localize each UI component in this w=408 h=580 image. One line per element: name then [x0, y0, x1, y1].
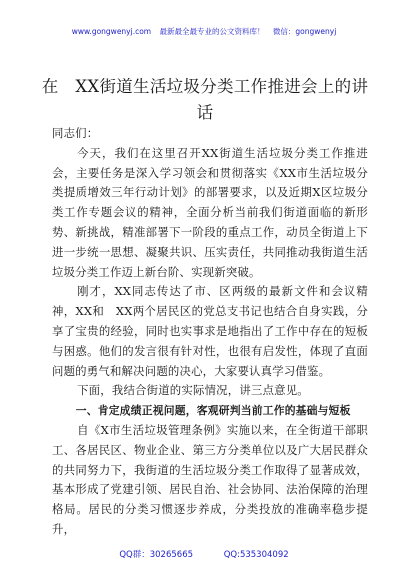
paragraph-2: 刚才，XX同志传达了市、区两级的最新文件和会议精神，XX和 XX两个居民区的党总支书记也结合自身实践，分享了宝贵的经验，同时也实事求是地指出了工作中存在的短板与困惑。他们的发言很有针对性，也很有启发性，体现了直面问题的勇气和解决问题的决心，大家要认真学习借鉴。 [52, 284, 368, 378]
section-paragraph: 自《X市生活垃圾管理条例》实施以来，在全街道干部职工、各居民区、物业企业、第三方分类单位以及广大居民群众的共同努力下，我街道的生活垃圾分类工作取得了显著成效，基本形成了党建引领、居民自治、社会协同、法治保障的治理格局。居民的分类习惯逐步养成，分类投放的准确率稳步提升， [52, 422, 368, 536]
site-url[interactable]: www.gongwenyj.com [71, 27, 152, 36]
section-heading: 一、肯定成绩正视问题，客观研判当前工作的基础与短板 [75, 404, 351, 418]
footer-qq-group: QQ群：30265665 [119, 550, 194, 560]
salutation: 同志们： [52, 126, 99, 140]
header-slogan: 最新最全最专业的公文资料库！ [159, 27, 265, 36]
page-footer [0, 548, 408, 560]
page-header [0, 26, 408, 37]
footer-qq: QQ:535304092 [223, 550, 289, 560]
document-title: 在 XX街道生活垃圾分类工作推进会上的讲话 [41, 77, 369, 122]
paragraph-1: 今天，我们在这里召开XX街道生活垃圾分类工作推进会，主要任务是深入学习领会和贯彻落实《XX市生活垃圾分类提质增效三年行动计划》的部署要求，以及近期X区垃圾分类工作专题会议的精神，全面分析当前我们街道面临的新形势、新挑战，精准部署下一阶段的重点工作，动员全街道上下进一步统一思想、凝聚共识、压实责任，共同推动我街道生活垃圾分类工作迈上新台阶、实现新突破。 [52, 145, 368, 279]
paragraph-3: 下面，我结合街道的实际情况，讲三点意见。 [77, 383, 309, 398]
header-wechat: 微信：gongwenyj [272, 27, 337, 36]
document-body [52, 124, 368, 540]
